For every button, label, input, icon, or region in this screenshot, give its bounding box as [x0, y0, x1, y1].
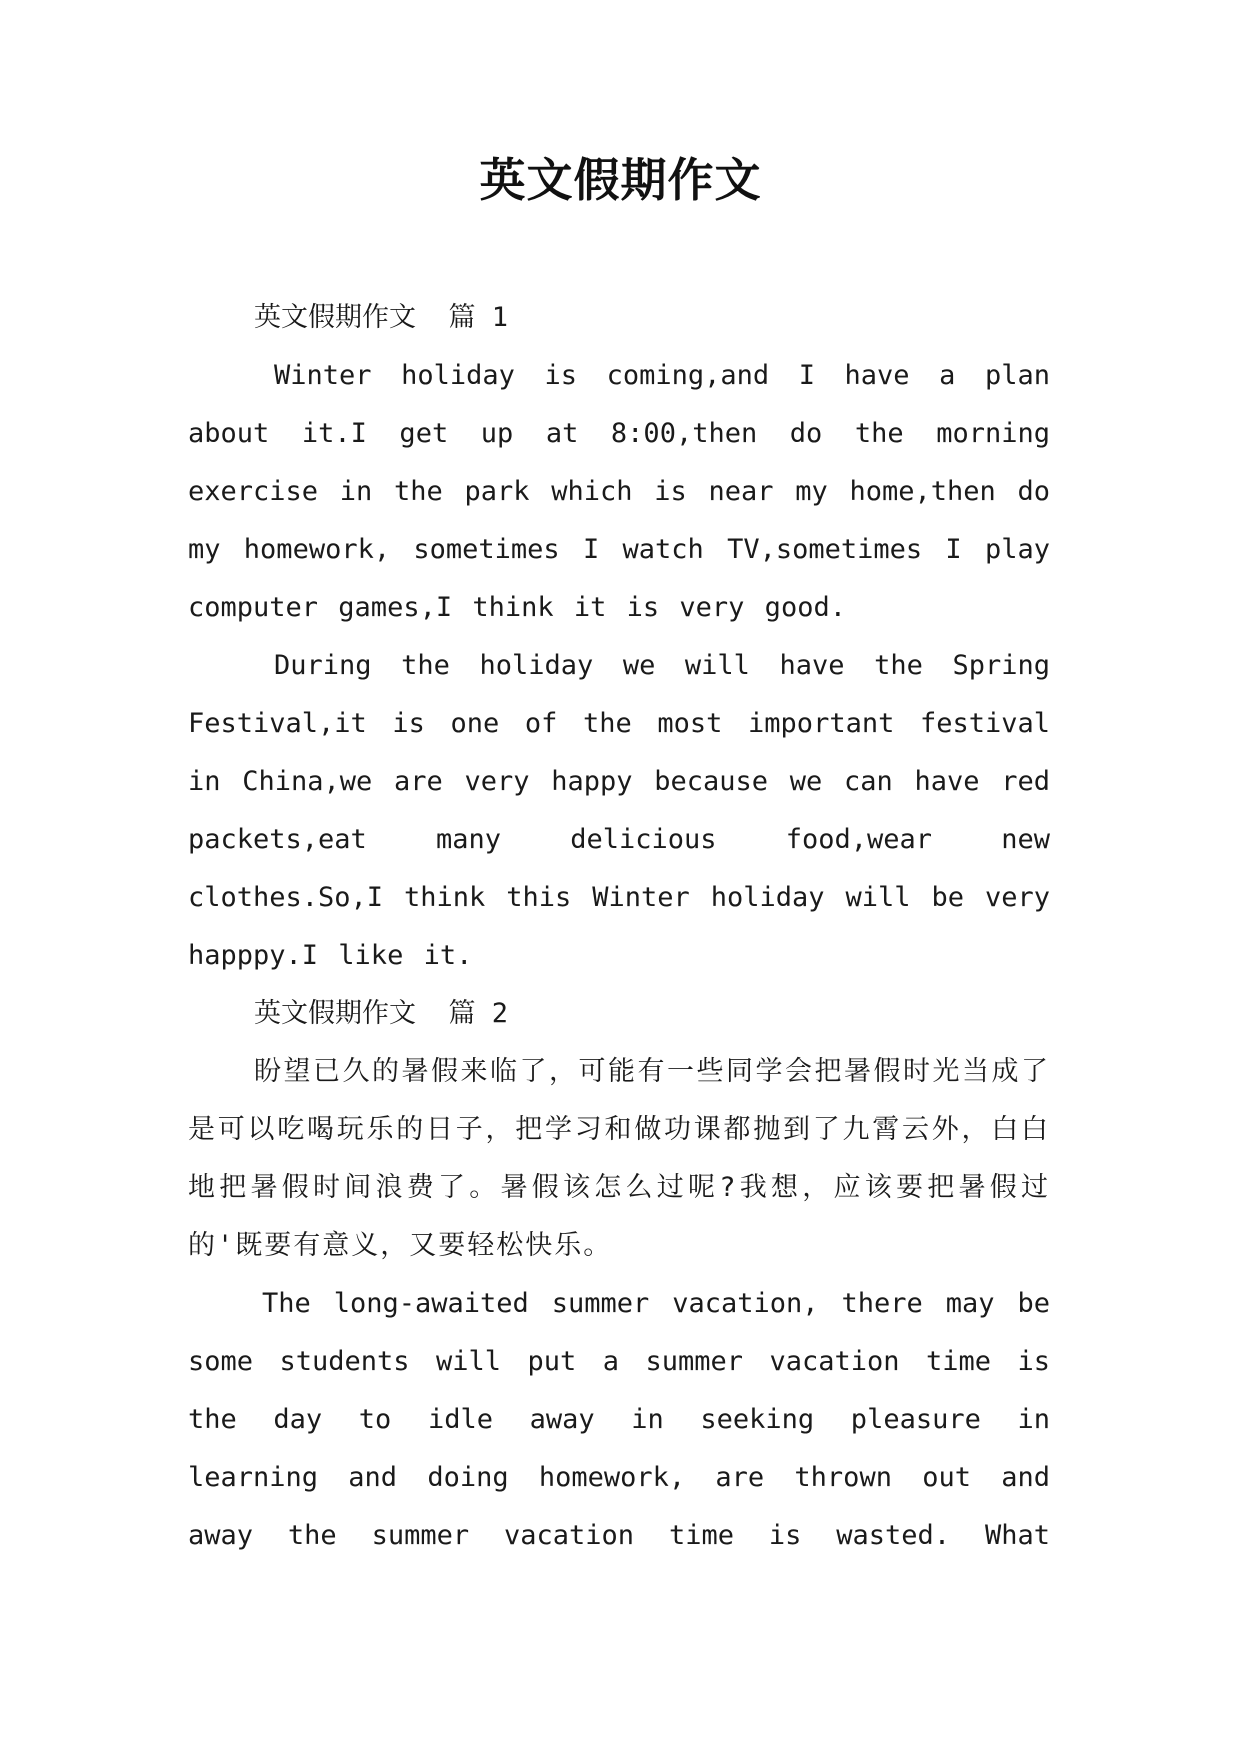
section-1-heading: 英文假期作文 篇 1 — [254, 302, 509, 333]
document-title: 英文假期作文 — [479, 153, 762, 207]
section-1-paragraph-1: Winter holiday is coming,and I have a plan about it.I get up at 8:00,then do the morning exercise in the park which is near my home,then do my homework, sometimes I watch TV,sometimes I play computer games,I think it is very good. — [188, 360, 1050, 623]
section-1-paragraph-2: During the holiday we will have the Spring Festival,it is one of the most important festival in China,we are very happy because we can have red packets,eat many delicious food,wear new clothes.So,I think this Winter holiday will be very happpy.I like it. — [188, 650, 1050, 971]
section-2-heading: 英文假期作文 篇 2 — [254, 998, 509, 1029]
section-2-paragraph-1: 盼望已久的暑假来临了，可能有一些同学会把暑假时光当成了是可以吃喝玩乐的日子，把学习和做功课都抛到了九霄云外，白白地把暑假时间浪费了。暑假该怎么过呢?我想，应该要把暑假过的'既要有意义，又要轻松快乐。 — [188, 1056, 1050, 1261]
section-2-paragraph-2: The long-awaited summer vacation, there may be some students will put a summer vacation time is the day to idle away in seeking pleasure in learning and doing homework, are thrown out and away the summer vacation time is wasted. What — [188, 1288, 1050, 1551]
document-body — [188, 289, 1050, 1565]
